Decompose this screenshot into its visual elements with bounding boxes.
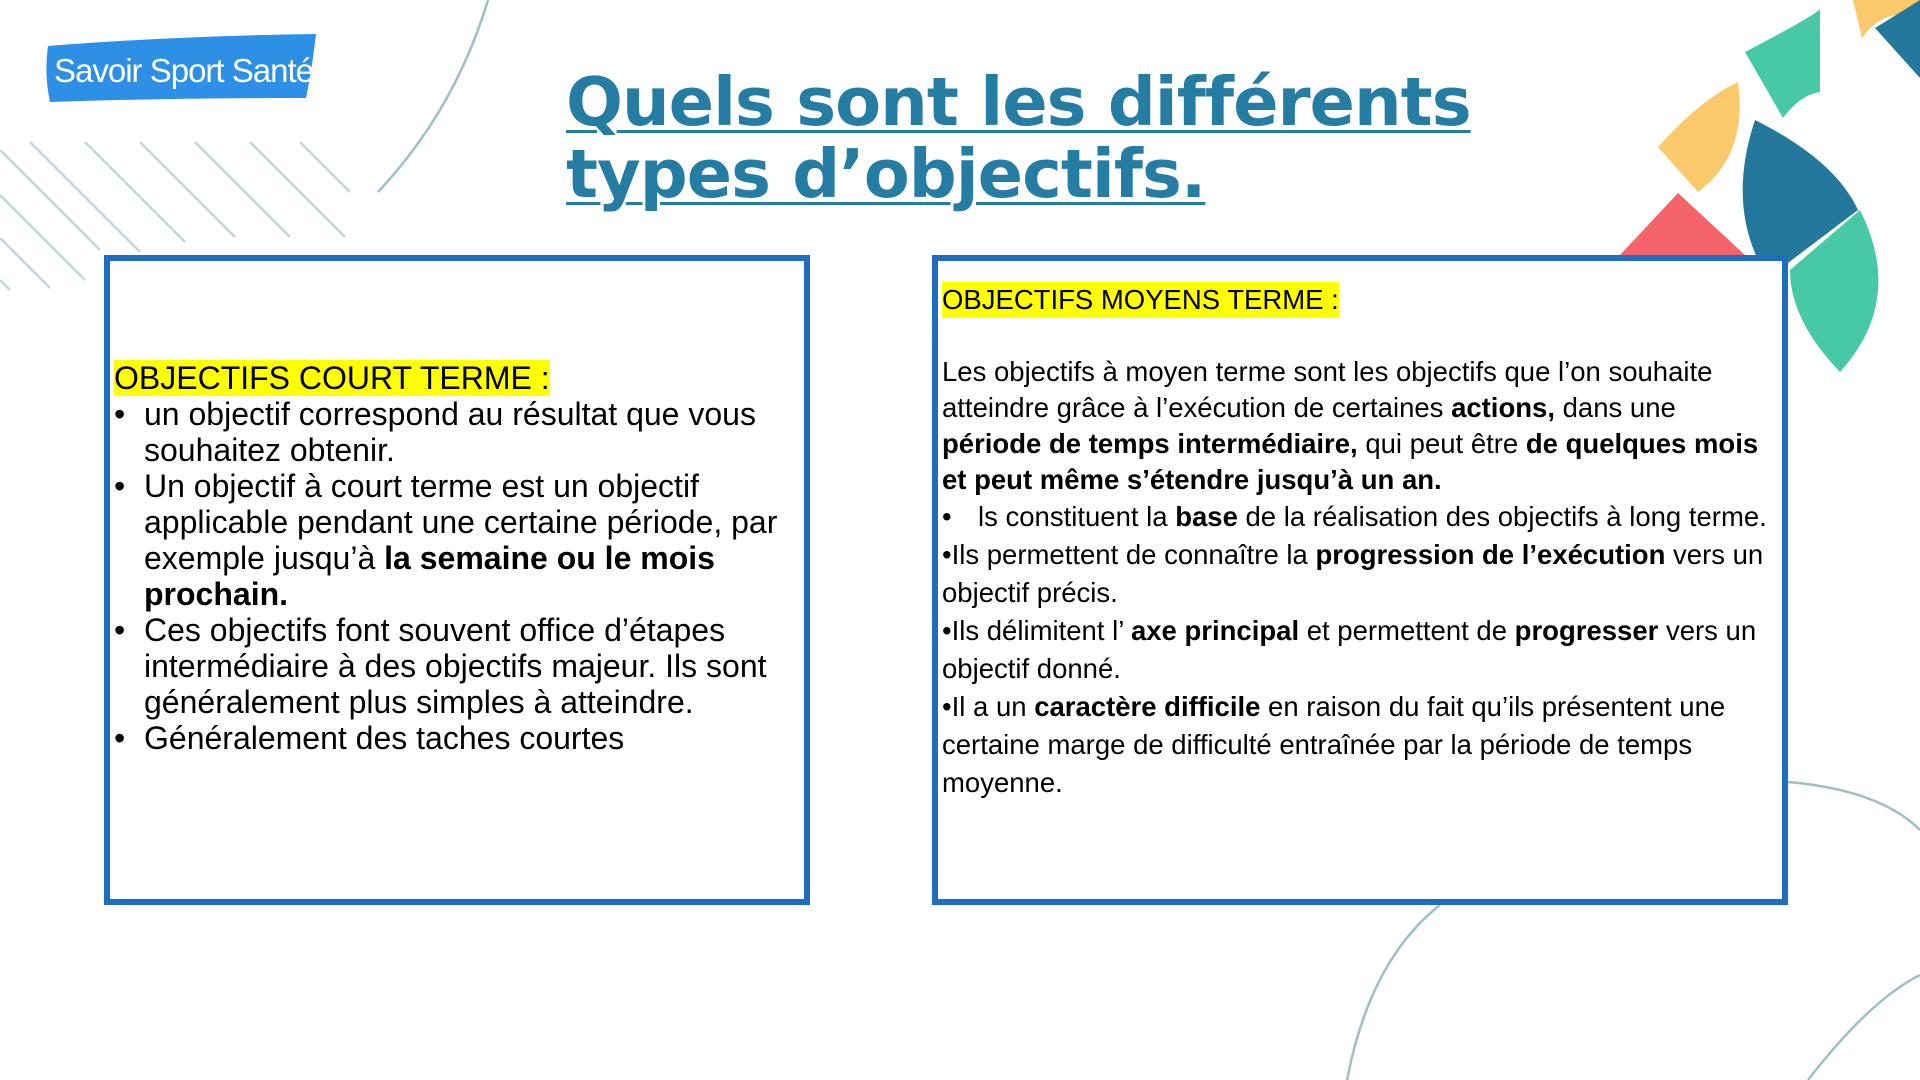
list-item-bold-text: progresser (1514, 615, 1659, 646)
list-item (114, 468, 802, 612)
list-item (942, 536, 1780, 612)
list-item-bold-text: caractère difficile (1034, 691, 1261, 722)
page-title (566, 63, 1471, 213)
list-item (114, 396, 802, 468)
intro-bold: période de temps intermédiaire, (942, 428, 1358, 459)
bullet-dot-icon: • (114, 468, 126, 504)
list-item-text: Généralement des taches courtes (144, 720, 625, 756)
list-item-text: •Ils délimitent l’ (942, 615, 1131, 646)
page-title-line1: Quels sont les différents (566, 63, 1471, 141)
list-item-text: ls constituent la (978, 501, 1176, 532)
intro-text: qui peut être (1357, 428, 1526, 459)
list-item-bold-text: base (1175, 501, 1238, 532)
medium-term-heading: OBJECTIFS MOYENS TERME : (942, 282, 1339, 318)
list-item-text: Un objectif à court terme est un objectif applicable pendant une certaine période, par exemple jusqu’à (144, 468, 778, 576)
intro-text: dans une (1554, 392, 1676, 423)
list-item-text: •Ils permettent de connaître la (942, 539, 1316, 570)
short-term-list (114, 396, 802, 756)
logo-text: Savoir Sport Santé (54, 52, 313, 89)
bullet-dot-icon: • (114, 396, 126, 432)
list-item (942, 688, 1780, 802)
list-item (114, 612, 802, 720)
short-term-content (114, 360, 802, 756)
list-item-bold-text: la semaine ou le mois prochain. (144, 540, 715, 612)
intro-text: Les objectifs à moyen terme sont les objectifs que l’on souhaite atteindre grâce à l’exécution de certaines (942, 356, 1713, 423)
list-item-text: de la réalisation des objectifs à long terme. (1237, 501, 1767, 532)
list-item-text: en raison du fait qu’ils présentent une certaine marge de difficulté entraînée par la période de temps moyenne. (942, 691, 1726, 798)
short-term-heading: OBJECTIFS COURT TERME : (114, 360, 550, 396)
intro-bold: actions, (1451, 392, 1555, 423)
bullet-dot-icon: • (114, 612, 126, 648)
medium-term-content (942, 282, 1780, 802)
intro-bold: de quelques mois et peut même s’étendre jusqu’à un an. (942, 428, 1759, 495)
list-item (942, 612, 1780, 688)
list-item-text: un objectif correspond au résultat que vous souhaitez obtenir. (144, 396, 756, 468)
page-title-line2: types d’objectifs. (566, 135, 1206, 213)
list-item-text: •Il a un (942, 691, 1035, 722)
list-item-bold-text: progression de l’exécution (1315, 539, 1666, 570)
list-item (942, 498, 1780, 536)
list-item (114, 720, 802, 756)
bullet-dot-icon: • (114, 720, 126, 756)
medium-term-intro (942, 354, 1780, 498)
list-item-text: et permettent de (1299, 615, 1515, 646)
bullet-dot-icon: • (942, 501, 952, 532)
list-item-text: Ces objectifs font souvent office d’étapes intermédiaire à des objectifs majeur. Ils sont généralement plus simples à atteindre. (144, 612, 767, 720)
list-item-text: vers un objectif précis. (942, 539, 1764, 608)
list-item-bold-text: axe principal (1130, 615, 1300, 646)
list-item-text: vers un objectif donné. (942, 615, 1757, 684)
